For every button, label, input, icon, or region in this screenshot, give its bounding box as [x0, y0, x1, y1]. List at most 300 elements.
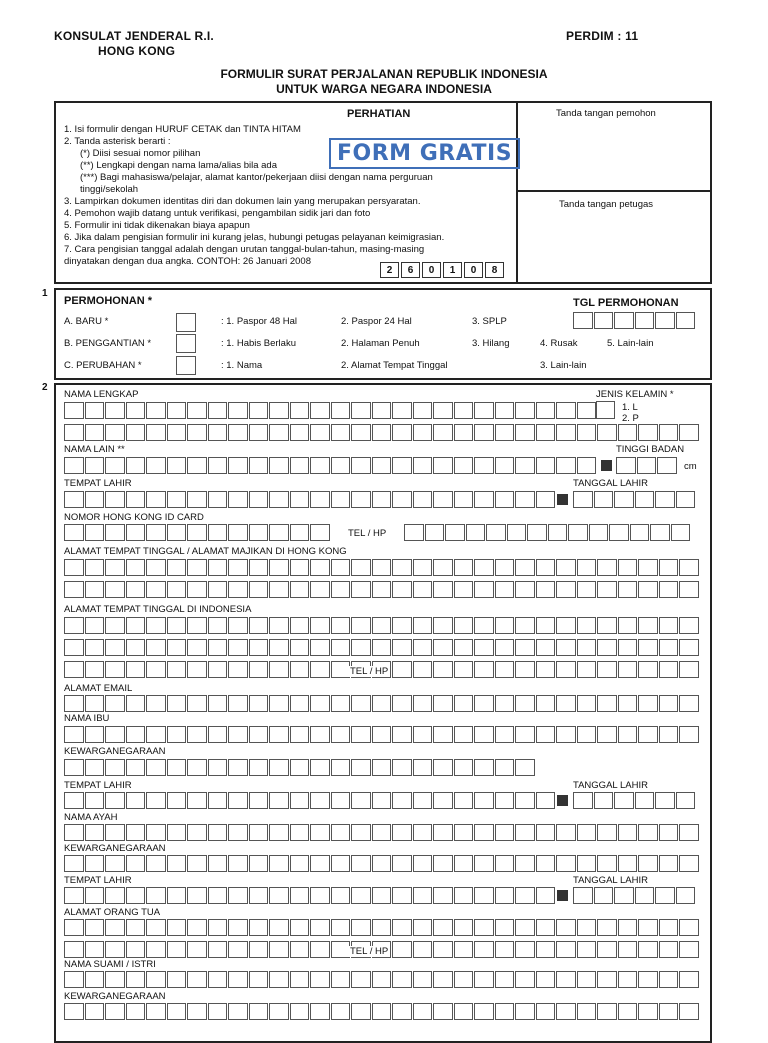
char-box[interactable] [495, 695, 515, 712]
char-box[interactable] [536, 661, 556, 678]
char-box[interactable] [290, 424, 310, 441]
char-box[interactable] [536, 941, 556, 958]
char-box[interactable] [372, 855, 392, 872]
char-box[interactable] [126, 1003, 146, 1020]
char-box[interactable] [474, 661, 494, 678]
char-box[interactable] [372, 1003, 392, 1020]
char-box[interactable] [290, 971, 310, 988]
char-box[interactable] [269, 971, 289, 988]
char-box[interactable] [269, 855, 289, 872]
char-box[interactable] [372, 792, 392, 809]
char-box[interactable] [126, 855, 146, 872]
char-box[interactable] [372, 639, 392, 656]
char-box[interactable] [454, 824, 474, 841]
char-box[interactable] [105, 941, 125, 958]
char-box[interactable] [655, 887, 675, 904]
char-box[interactable] [536, 887, 556, 904]
char-box[interactable] [290, 919, 310, 936]
char-box[interactable] [351, 695, 371, 712]
char-box[interactable] [474, 971, 494, 988]
char-box[interactable] [597, 639, 617, 656]
char-box[interactable] [618, 559, 638, 576]
char-box[interactable] [671, 524, 691, 541]
char-box[interactable] [85, 824, 105, 841]
char-box[interactable] [249, 491, 269, 508]
tempat-lahir-ayah-boxes[interactable] [64, 887, 556, 904]
char-box[interactable] [228, 457, 248, 474]
char-box[interactable] [392, 559, 412, 576]
char-box[interactable] [413, 726, 433, 743]
char-box[interactable] [228, 661, 248, 678]
char-box[interactable] [659, 424, 679, 441]
char-box[interactable] [413, 792, 433, 809]
char-box[interactable] [655, 491, 675, 508]
char-box[interactable] [679, 824, 699, 841]
char-box[interactable] [676, 887, 696, 904]
char-box[interactable] [495, 971, 515, 988]
alamat-indonesia-boxes-2[interactable] [64, 639, 700, 656]
char-box[interactable] [228, 524, 248, 541]
tgl-permohonan-boxes[interactable] [573, 312, 696, 329]
char-box[interactable] [208, 919, 228, 936]
char-box[interactable] [105, 424, 125, 441]
char-box[interactable] [249, 726, 269, 743]
char-box[interactable] [269, 1003, 289, 1020]
char-box[interactable] [126, 402, 146, 419]
char-box[interactable] [372, 424, 392, 441]
char-box[interactable] [515, 695, 535, 712]
char-box[interactable] [208, 617, 228, 634]
char-box[interactable] [167, 424, 187, 441]
char-box[interactable] [126, 559, 146, 576]
char-box[interactable] [85, 457, 105, 474]
char-box[interactable] [474, 457, 494, 474]
char-box[interactable] [208, 559, 228, 576]
char-box[interactable] [269, 524, 289, 541]
char-box[interactable] [659, 661, 679, 678]
char-box[interactable] [679, 919, 699, 936]
char-box[interactable] [228, 919, 248, 936]
char-box[interactable] [597, 1003, 617, 1020]
nama-ibu-boxes[interactable] [64, 726, 700, 743]
char-box[interactable] [146, 695, 166, 712]
alamat-indonesia-boxes[interactable] [64, 617, 700, 634]
char-box[interactable] [126, 695, 146, 712]
char-box[interactable] [433, 792, 453, 809]
char-box[interactable] [187, 524, 207, 541]
tanggal-lahir-ayah-boxes[interactable] [573, 887, 696, 904]
char-box[interactable] [290, 855, 310, 872]
char-box[interactable] [454, 695, 474, 712]
nama-suami-istri-boxes[interactable] [64, 971, 700, 988]
char-box[interactable] [638, 1003, 658, 1020]
char-box[interactable] [454, 759, 474, 776]
char-box[interactable] [249, 887, 269, 904]
char-box[interactable] [618, 661, 638, 678]
char-box[interactable] [85, 639, 105, 656]
char-box[interactable] [126, 491, 146, 508]
char-box[interactable] [618, 424, 638, 441]
char-box[interactable] [495, 559, 515, 576]
char-box[interactable] [105, 695, 125, 712]
char-box[interactable] [556, 919, 576, 936]
char-box[interactable] [310, 824, 330, 841]
char-box[interactable] [474, 792, 494, 809]
char-box[interactable] [167, 759, 187, 776]
char-box[interactable] [269, 457, 289, 474]
char-box[interactable] [187, 726, 207, 743]
char-box[interactable] [597, 855, 617, 872]
char-box[interactable] [85, 661, 105, 678]
char-box[interactable] [413, 424, 433, 441]
char-box[interactable] [433, 424, 453, 441]
char-box[interactable] [105, 792, 125, 809]
char-box[interactable] [310, 617, 330, 634]
char-box[interactable] [372, 695, 392, 712]
char-box[interactable] [577, 581, 597, 598]
char-box[interactable] [228, 759, 248, 776]
char-box[interactable] [568, 524, 588, 541]
char-box[interactable] [433, 855, 453, 872]
char-box[interactable] [536, 402, 556, 419]
char-box[interactable] [495, 581, 515, 598]
char-box[interactable] [515, 581, 535, 598]
char-box[interactable] [372, 759, 392, 776]
char-box[interactable] [659, 559, 679, 576]
char-box[interactable] [659, 855, 679, 872]
char-box[interactable] [573, 792, 593, 809]
char-box[interactable] [589, 524, 609, 541]
char-box[interactable] [495, 824, 515, 841]
char-box[interactable] [515, 971, 535, 988]
char-box[interactable] [536, 424, 556, 441]
char-box[interactable] [249, 855, 269, 872]
char-box[interactable] [167, 402, 187, 419]
char-box[interactable] [372, 824, 392, 841]
char-box[interactable] [64, 941, 84, 958]
char-box[interactable] [269, 639, 289, 656]
char-box[interactable] [404, 524, 424, 541]
char-box[interactable] [454, 617, 474, 634]
char-box[interactable] [228, 792, 248, 809]
char-box[interactable] [454, 581, 474, 598]
char-box[interactable] [594, 312, 614, 329]
char-box[interactable] [269, 402, 289, 419]
char-box[interactable] [454, 661, 474, 678]
char-box[interactable] [167, 524, 187, 541]
char-box[interactable] [454, 971, 474, 988]
char-box[interactable] [577, 424, 597, 441]
char-box[interactable] [146, 971, 166, 988]
char-box[interactable] [228, 941, 248, 958]
char-box[interactable] [208, 855, 228, 872]
char-box[interactable] [609, 524, 629, 541]
char-box[interactable] [85, 855, 105, 872]
char-box[interactable] [310, 971, 330, 988]
char-box[interactable] [392, 581, 412, 598]
char-box[interactable] [577, 559, 597, 576]
char-box[interactable] [85, 759, 105, 776]
char-box[interactable] [249, 941, 269, 958]
char-box[interactable] [269, 792, 289, 809]
char-box[interactable] [290, 524, 310, 541]
char-box[interactable] [638, 559, 658, 576]
char-box[interactable] [126, 639, 146, 656]
char-box[interactable] [454, 887, 474, 904]
char-box[interactable] [331, 617, 351, 634]
char-box[interactable] [392, 887, 412, 904]
char-box[interactable] [208, 726, 228, 743]
char-box[interactable] [85, 581, 105, 598]
char-box[interactable] [577, 639, 597, 656]
char-box[interactable] [85, 971, 105, 988]
char-box[interactable] [676, 792, 696, 809]
char-box[interactable] [228, 617, 248, 634]
char-box[interactable] [228, 695, 248, 712]
char-box[interactable] [146, 887, 166, 904]
char-box[interactable] [474, 402, 494, 419]
char-box[interactable] [495, 941, 515, 958]
char-box[interactable] [454, 941, 474, 958]
char-box[interactable] [208, 941, 228, 958]
char-box[interactable] [146, 524, 166, 541]
char-box[interactable] [269, 559, 289, 576]
char-box[interactable] [392, 919, 412, 936]
char-box[interactable] [208, 424, 228, 441]
char-box[interactable] [515, 726, 535, 743]
char-box[interactable] [618, 581, 638, 598]
char-box[interactable] [146, 402, 166, 419]
option-penggantian-box[interactable] [176, 334, 196, 353]
char-box[interactable] [495, 457, 515, 474]
char-box[interactable] [515, 792, 535, 809]
char-box[interactable] [228, 971, 248, 988]
char-box[interactable] [597, 695, 617, 712]
char-box[interactable] [635, 491, 655, 508]
char-box[interactable] [290, 491, 310, 508]
char-box[interactable] [249, 661, 269, 678]
char-box[interactable] [269, 424, 289, 441]
char-box[interactable] [495, 759, 515, 776]
char-box[interactable] [187, 559, 207, 576]
char-box[interactable] [187, 824, 207, 841]
char-box[interactable] [187, 581, 207, 598]
char-box[interactable] [413, 1003, 433, 1020]
char-box[interactable] [126, 887, 146, 904]
char-box[interactable] [331, 824, 351, 841]
char-box[interactable] [597, 661, 617, 678]
char-box[interactable] [679, 581, 699, 598]
char-box[interactable] [167, 617, 187, 634]
char-box[interactable] [515, 457, 535, 474]
char-box[interactable] [249, 581, 269, 598]
char-box[interactable] [208, 639, 228, 656]
char-box[interactable] [290, 941, 310, 958]
char-box[interactable] [536, 855, 556, 872]
char-box[interactable] [454, 726, 474, 743]
char-box[interactable] [638, 661, 658, 678]
char-box[interactable] [146, 919, 166, 936]
char-box[interactable] [126, 457, 146, 474]
char-box[interactable] [290, 824, 310, 841]
char-box[interactable] [515, 424, 535, 441]
char-box[interactable] [597, 824, 617, 841]
char-box[interactable] [126, 919, 146, 936]
char-box[interactable] [187, 424, 207, 441]
char-box[interactable] [413, 971, 433, 988]
char-box[interactable] [228, 1003, 248, 1020]
char-box[interactable] [392, 1003, 412, 1020]
char-box[interactable] [310, 695, 330, 712]
char-box[interactable] [474, 887, 494, 904]
char-box[interactable] [618, 971, 638, 988]
char-box[interactable] [556, 457, 576, 474]
char-box[interactable] [618, 855, 638, 872]
char-box[interactable] [536, 617, 556, 634]
char-box[interactable] [454, 792, 474, 809]
char-box[interactable] [126, 759, 146, 776]
char-box[interactable] [351, 726, 371, 743]
char-box[interactable] [676, 312, 696, 329]
char-box[interactable] [64, 919, 84, 936]
char-box[interactable] [433, 919, 453, 936]
char-box[interactable] [228, 639, 248, 656]
char-box[interactable] [556, 941, 576, 958]
alamat-hk-boxes-2[interactable] [64, 581, 700, 598]
char-box[interactable] [577, 941, 597, 958]
tinggi-badan-boxes[interactable] [616, 457, 678, 474]
char-box[interactable] [351, 639, 371, 656]
tempat-lahir-ibu-boxes[interactable] [64, 792, 556, 809]
char-box[interactable] [228, 887, 248, 904]
char-box[interactable] [331, 726, 351, 743]
char-box[interactable] [208, 1003, 228, 1020]
char-box[interactable] [659, 726, 679, 743]
char-box[interactable] [413, 559, 433, 576]
char-box[interactable] [536, 726, 556, 743]
char-box[interactable] [433, 639, 453, 656]
char-box[interactable] [64, 559, 84, 576]
char-box[interactable] [659, 695, 679, 712]
option-perubahan-box[interactable] [176, 356, 196, 375]
char-box[interactable] [556, 639, 576, 656]
char-box[interactable] [269, 941, 289, 958]
char-box[interactable] [85, 524, 105, 541]
char-box[interactable] [413, 855, 433, 872]
char-box[interactable] [556, 824, 576, 841]
char-box[interactable] [392, 971, 412, 988]
char-box[interactable] [679, 639, 699, 656]
char-box[interactable] [64, 661, 84, 678]
char-box[interactable] [474, 695, 494, 712]
char-box[interactable] [433, 402, 453, 419]
char-box[interactable] [146, 824, 166, 841]
char-box[interactable] [126, 971, 146, 988]
char-box[interactable] [290, 726, 310, 743]
char-box[interactable] [635, 887, 655, 904]
char-box[interactable] [495, 661, 515, 678]
char-box[interactable] [105, 726, 125, 743]
char-box[interactable] [331, 559, 351, 576]
char-box[interactable] [269, 887, 289, 904]
char-box[interactable] [372, 491, 392, 508]
char-box[interactable] [85, 941, 105, 958]
char-box[interactable] [310, 424, 330, 441]
char-box[interactable] [372, 559, 392, 576]
char-box[interactable] [515, 824, 535, 841]
char-box[interactable] [208, 402, 228, 419]
char-box[interactable] [515, 559, 535, 576]
char-box[interactable] [85, 887, 105, 904]
char-box[interactable] [208, 524, 228, 541]
char-box[interactable] [392, 824, 412, 841]
char-box[interactable] [638, 726, 658, 743]
char-box[interactable] [433, 617, 453, 634]
char-box[interactable] [146, 424, 166, 441]
char-box[interactable] [650, 524, 670, 541]
char-box[interactable] [495, 491, 515, 508]
char-box[interactable] [474, 639, 494, 656]
char-box[interactable] [269, 726, 289, 743]
char-box[interactable] [187, 919, 207, 936]
char-box[interactable] [515, 661, 535, 678]
char-box[interactable] [249, 1003, 269, 1020]
nama-lain-boxes[interactable] [64, 457, 597, 474]
char-box[interactable] [167, 661, 187, 678]
char-box[interactable] [372, 402, 392, 419]
char-box[interactable] [392, 941, 412, 958]
char-box[interactable] [597, 424, 617, 441]
char-box[interactable] [433, 726, 453, 743]
char-box[interactable] [249, 424, 269, 441]
char-box[interactable] [208, 887, 228, 904]
char-box[interactable] [187, 887, 207, 904]
char-box[interactable] [351, 855, 371, 872]
char-box[interactable] [105, 491, 125, 508]
char-box[interactable] [679, 617, 699, 634]
char-box[interactable] [249, 524, 269, 541]
char-box[interactable] [269, 491, 289, 508]
char-box[interactable] [228, 559, 248, 576]
char-box[interactable] [392, 661, 412, 678]
char-box[interactable] [495, 792, 515, 809]
char-box[interactable] [249, 457, 269, 474]
char-box[interactable] [556, 1003, 576, 1020]
char-box[interactable] [433, 581, 453, 598]
char-box[interactable] [146, 941, 166, 958]
char-box[interactable] [515, 1003, 535, 1020]
char-box[interactable] [85, 559, 105, 576]
char-box[interactable] [372, 457, 392, 474]
char-box[interactable] [618, 726, 638, 743]
char-box[interactable] [495, 424, 515, 441]
char-box[interactable] [372, 581, 392, 598]
char-box[interactable] [392, 402, 412, 419]
nama-ayah-boxes[interactable] [64, 824, 700, 841]
char-box[interactable] [573, 887, 593, 904]
char-box[interactable] [269, 617, 289, 634]
char-box[interactable] [474, 941, 494, 958]
char-box[interactable] [573, 491, 593, 508]
char-box[interactable] [474, 759, 494, 776]
char-box[interactable] [515, 759, 535, 776]
char-box[interactable] [577, 402, 597, 419]
char-box[interactable] [474, 919, 494, 936]
char-box[interactable] [413, 695, 433, 712]
char-box[interactable] [413, 639, 433, 656]
char-box[interactable] [64, 402, 84, 419]
char-box[interactable] [413, 919, 433, 936]
